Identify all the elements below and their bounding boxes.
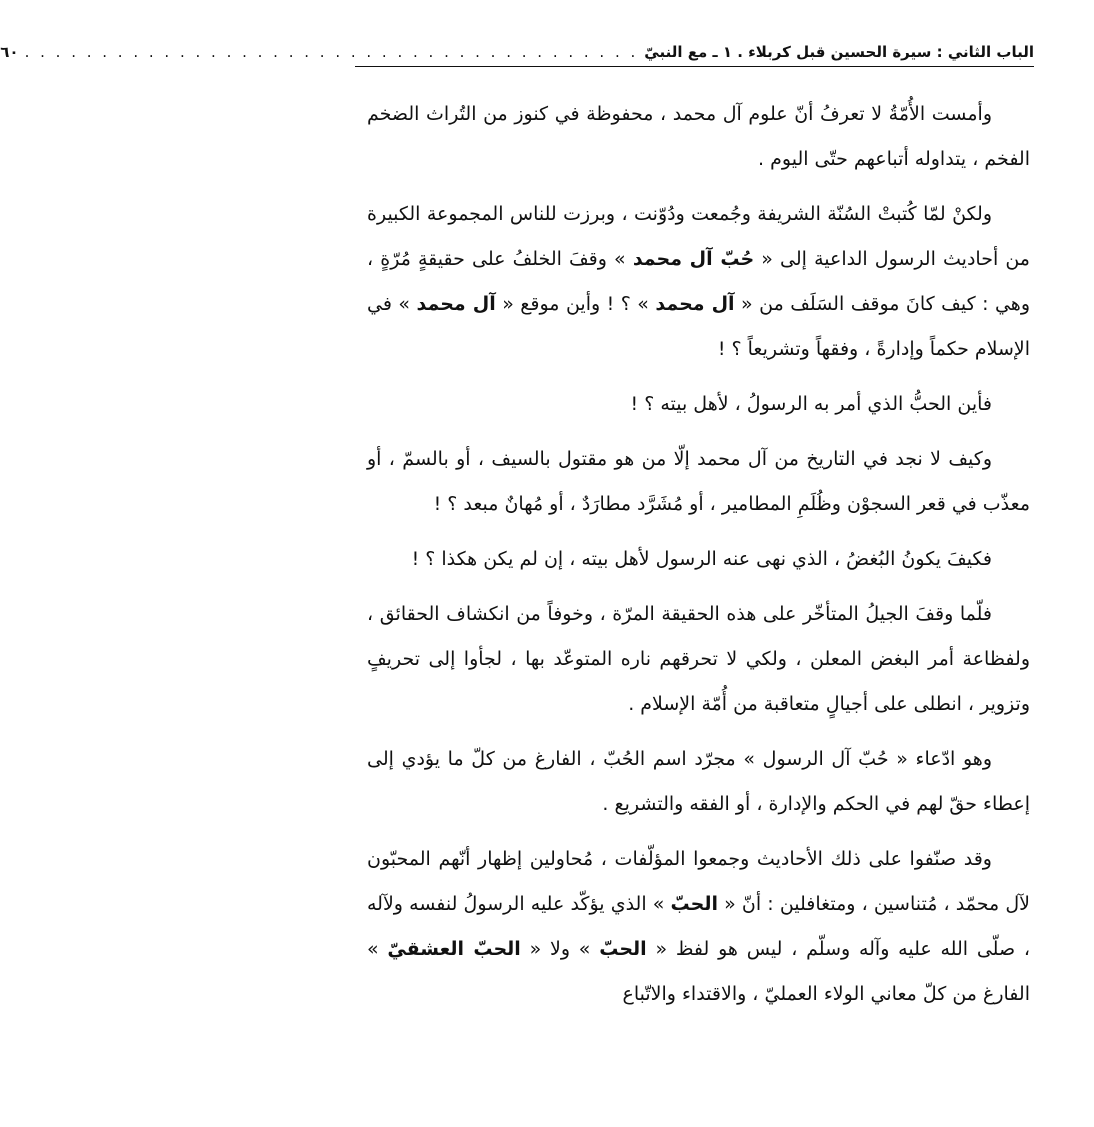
paragraph-2-text-4: » في الإسلام حكماً وإدارةً ، وفقهاً وتشريعاً ؟ ! <box>367 293 1030 360</box>
page-number: ٦٠ <box>0 43 19 61</box>
paragraph-3: فأين الحبُّ الذي أمر به الرسولُ ، لأهل بيته ؟ ! <box>630 393 992 415</box>
paragraph-5: فكيفَ يكونُ البُغضُ ، الذي نهى عنه الرسول لأهل بيته ، إن لم يكن هكذا ؟ ! <box>411 548 992 570</box>
emphasis-al-hubb-2: الحبّ <box>599 938 647 960</box>
chapter-title: الباب الثاني : سيرة الحسين قبل كربلاء . ١ ـ مع النبيّ <box>644 43 1034 61</box>
emphasis-al-muhammad-2: آل محمد <box>416 293 496 315</box>
paragraph-1: وأمست الأُمّةُ لا تعرفُ أنّ علوم آل محمد ، محفوظة في كنوز من التُراث الضخم الفخم ، يتداوله أتباعهم حتّى اليوم . <box>367 103 1030 170</box>
paragraph-8-text-3: » ولا « <box>520 938 600 960</box>
emphasis-al-hubb-al-ishqi: الحبّ العشقيّ <box>387 938 521 960</box>
header-divider <box>355 66 1034 67</box>
running-header <box>0 36 1034 62</box>
paragraph-2-text-3: » ؟ ! وأين موقع « <box>495 293 656 315</box>
dot-leader: . . . . . . . . . . . . . . . . . . . . . . . . . . . . . . . . . . . . . . . . <box>24 43 639 61</box>
paragraph-8 <box>367 837 1030 1017</box>
emphasis-al-muhammad-1: آل محمد <box>655 293 735 315</box>
paragraph-2 <box>367 192 1030 372</box>
paragraph-2-text-1: ولكنْ لمّا كُتبتْ السُنّة الشريفة وجُمعت ودُوّنت ، وبرزت للناس المجموعة الكبيرة من أحاديث الرسول الداعية إلى « <box>367 203 1030 270</box>
paragraph-4: وكيف لا نجد في التاريخ من آل محمد إلّا من هو مقتول بالسيف ، أو بالسمّ ، أو معذّب في قعر السجوْن وظُلَمِ المطامير ، أو مُشَرَّد مطارَدٌ ، أو مُهانٌ مبعد ؟ ! <box>367 448 1030 515</box>
paragraph-6: فلّما وقفَ الجيلُ المتأخّر على هذه الحقيقة المرّة ، وخوفاً من انكشاف الحقائق ، ولفظاعة أمر البغض المعلن ، ولكي لا تحرقهم ناره المتوعّد بها ، لجأوا إلى تحريفٍ وتزوير ، انطلى على أجيالٍ متعاقبة من أُمّة الإسلام . <box>367 603 1030 715</box>
paragraph-2-text-2: » وقفَ الخلفُ على حقيقةٍ مُرّةٍ ، وهي : كيف كانَ موقف السَلَف من « <box>367 248 1030 315</box>
paragraph-8-text-2: » الذي يؤكّد عليه الرسولُ لنفسه ولآله ، صلّى الله عليه وآله وسلّم ، ليس هو لفظ « <box>367 893 1030 960</box>
paragraph-8-text-4: » الفارغ من كلّ معاني الولاء العمليّ ، والاقتداء والاتّباع <box>367 938 1030 1005</box>
body-text <box>367 92 1030 1017</box>
emphasis-al-hubb-1: الحبّ <box>670 893 718 915</box>
paragraph-7: وهو ادّعاء « حُبّ آل الرسول » مجرّد اسم الحُبّ ، الفارغ من كلّ ما يؤدي إلى إعطاء حقّ لهم في الحكم والإدارة ، أو الفقه والتشريع . <box>367 748 1030 815</box>
emphasis-ahl-muhammad-love: حُبّ آل محمد <box>632 248 755 270</box>
paragraph-8-text-1: وقد صنّفوا على ذلك الأحاديث وجمعوا المؤلّفات ، مُحاولين إظهار أنّهم المحبّون لآل محمّد ، مُتناسين ، ومتغافلين : أنّ « <box>367 848 1030 915</box>
